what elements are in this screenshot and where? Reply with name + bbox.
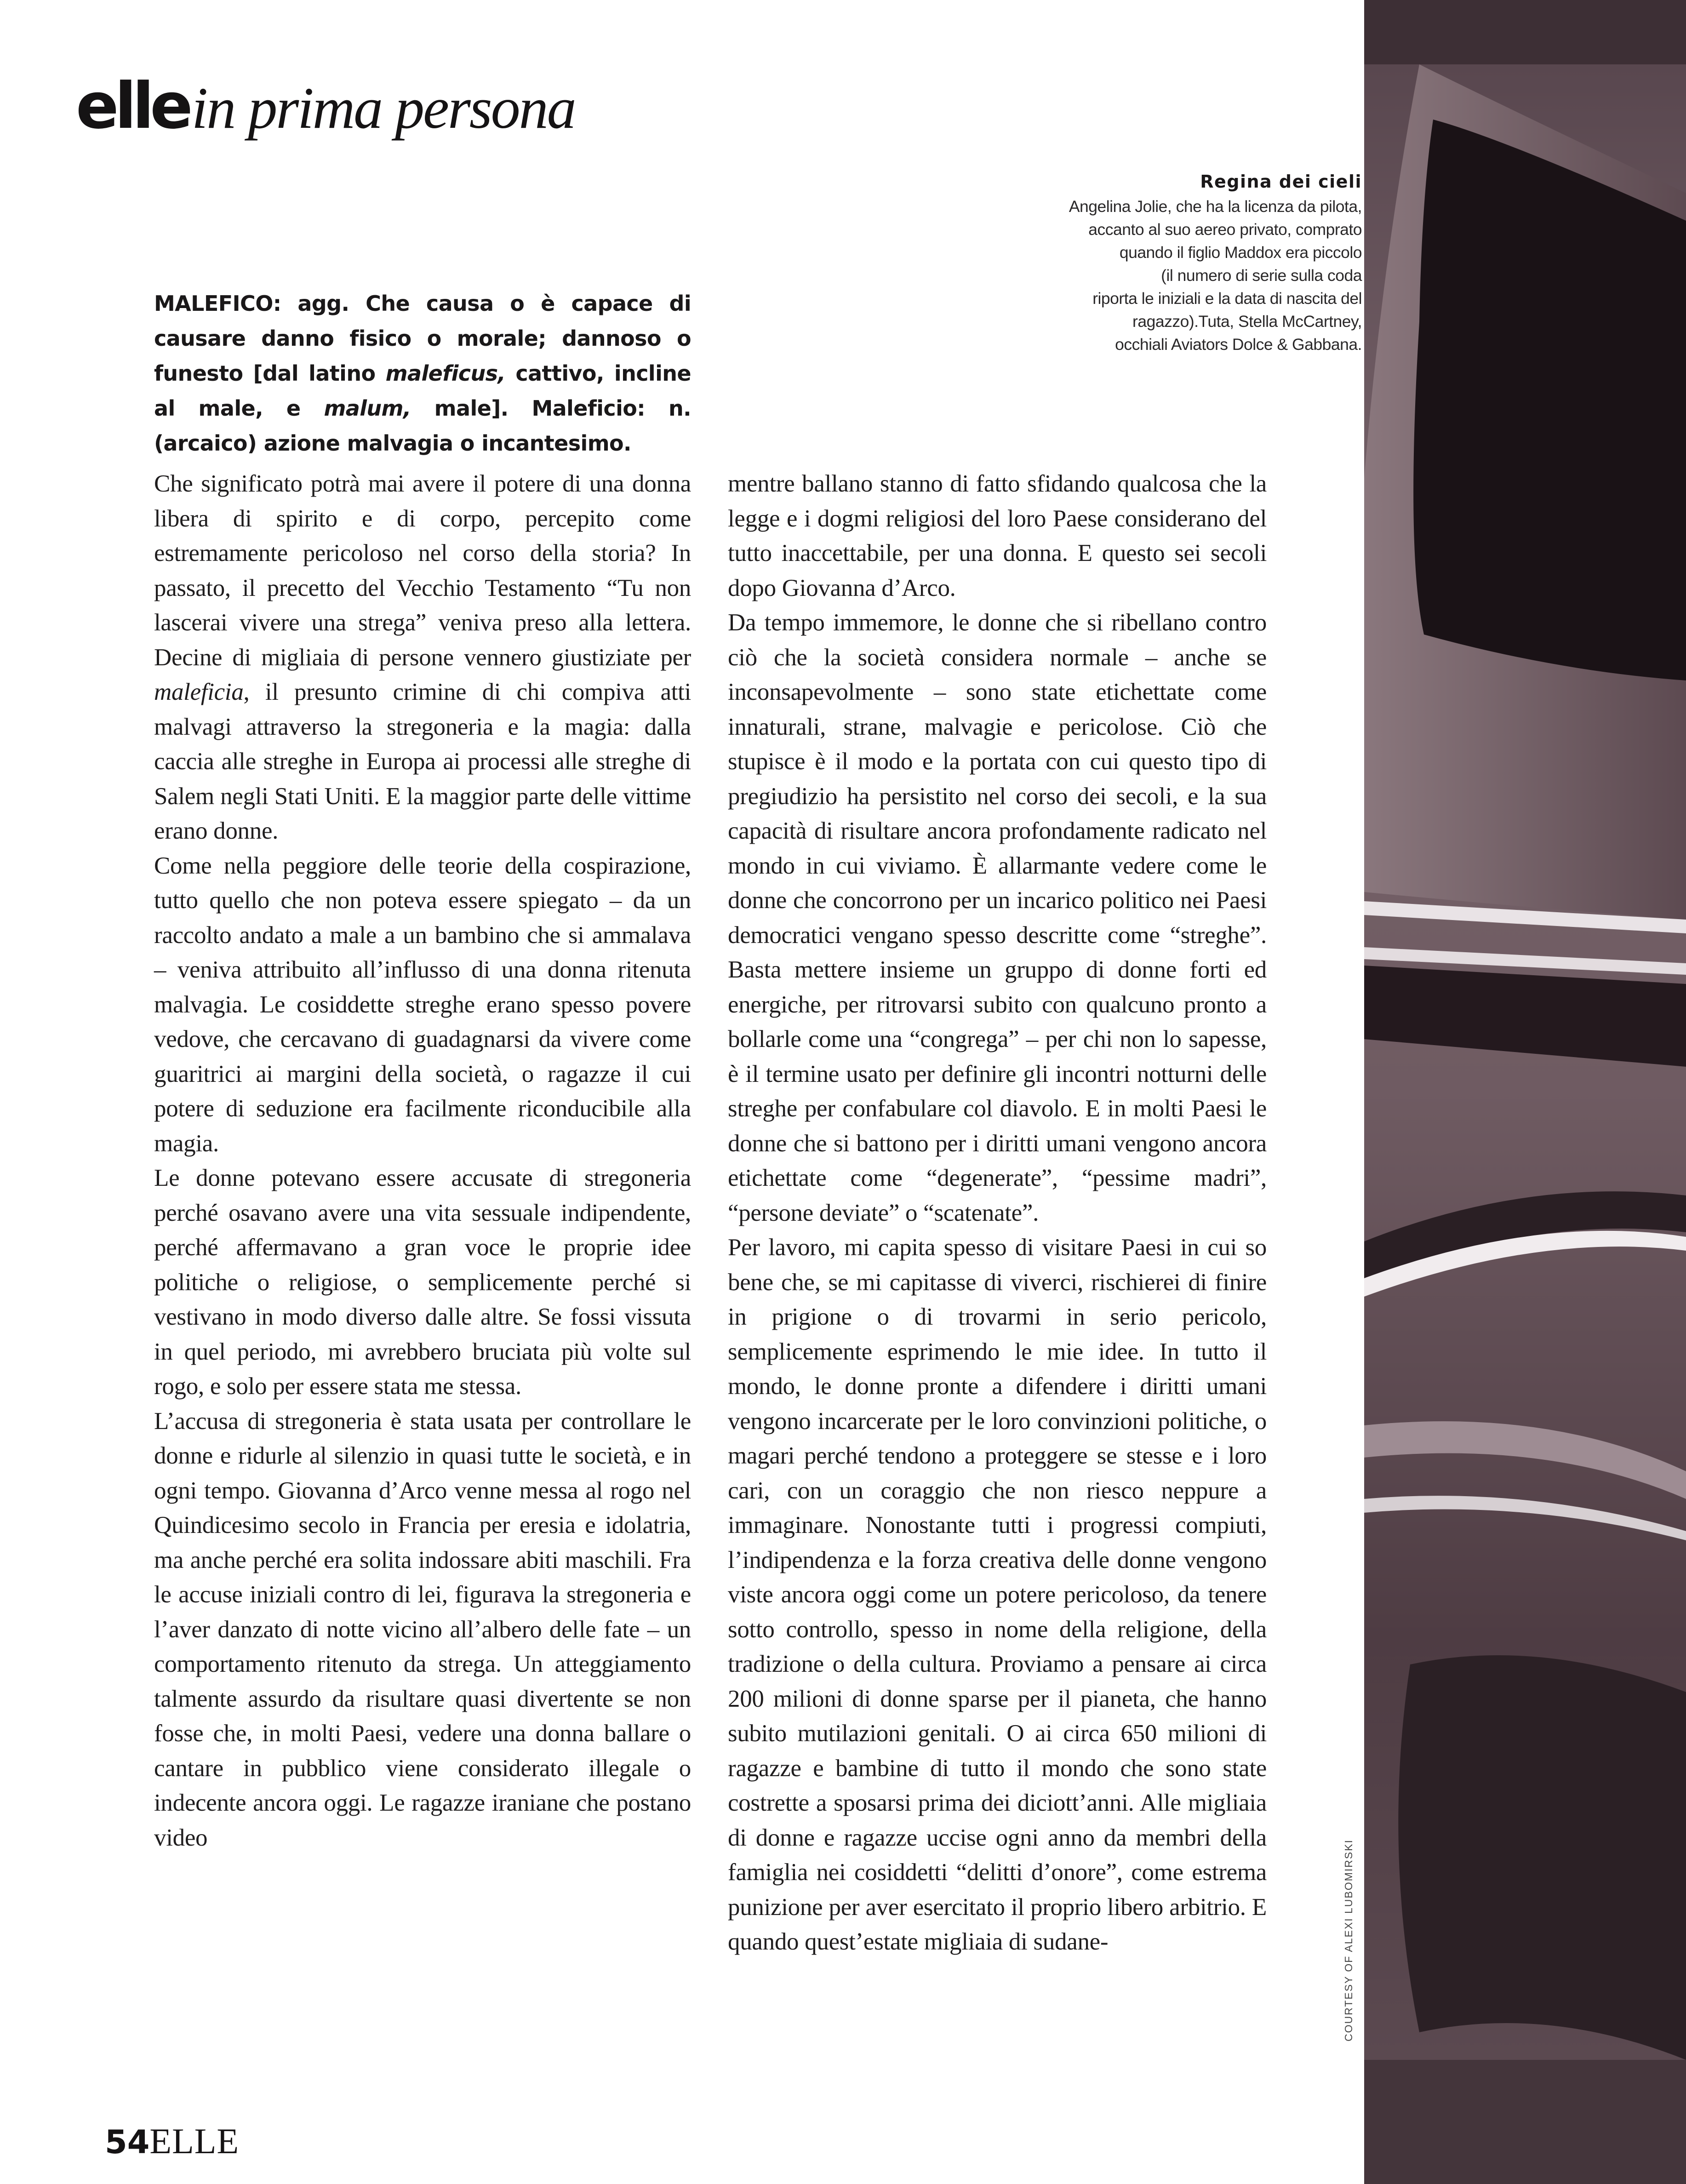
paragraph-text: Che significato potrà mai avere il potere di una donna libera di spirito e di corpo, percepito come estremamente pericoloso nel corso della storia? In passato, il precetto del Vecchio Testamento “Tu non lascerai vivere una strega” veniva preso alla lettera. Decine di migliaia di persone vennero giustiziate per	[154, 470, 691, 671]
caption-line: Angelina Jolie, che ha la licenza da pilota,	[1069, 197, 1362, 216]
photo-caption	[1012, 170, 1362, 356]
lead-text: MALEFICO: agg. Che causa o è capace di causare danno fisico o morale; dannoso o funesto [dal latino	[154, 291, 691, 386]
paragraph	[154, 467, 691, 849]
caption-line: (il numero di serie sulla coda	[1161, 266, 1362, 285]
lead-text: cattivo, incline al male, e	[154, 361, 691, 421]
article-column-right	[728, 467, 1267, 1960]
aircraft-photo	[1364, 0, 1686, 2184]
paragraph: Le donne potevano essere accusate di stregoneria perché osavano avere una vita sessuale indipendente, perché affermavano a gran voce le proprie idee politiche o religiose, o semplicemente perché si vestivano in modo diverso dalle altre. Se fossi vissuta in quel periodo, mi avrebbero bruciata più volte sul rogo, e solo per essere stata me stessa.	[154, 1165, 691, 1400]
photo-credit: COURTESY OF ALEXI LUBOMIRSKI	[1343, 1839, 1355, 2041]
caption-line: ragazzo).Tuta, Stella McCartney,	[1132, 312, 1362, 331]
paragraph: mentre ballano stanno di fatto sfidando qualcosa che la legge e i dogmi religiosi del loro Paese considerano del tutto inaccettabile, per una donna. E questo sei secoli dopo Giovanna d’Arco.	[728, 470, 1267, 601]
paragraph-italic: maleficia	[154, 679, 244, 705]
paragraph: Come nella peggiore delle teorie della cospirazione, tutto quello che non poteva essere spiegato – da un raccolto andato a male a un bambino che si ammalava – veniva attribuito all’influsso di una donna ritenuta malvagia. Le cosiddette streghe erano spesso povere vedove, che cercavano di guadagnarsi da vivere come guaritrici ai margini della società, o ragazze il cui potere di seduzione era facilmente riconducibile alla magia.	[154, 852, 691, 1157]
brand-logo: elle	[76, 69, 189, 143]
caption-line: accanto al suo aereo privato, comprato	[1088, 220, 1362, 239]
caption-line: quando il figlio Maddox era piccolo	[1119, 243, 1362, 262]
aircraft-photo-image	[1364, 0, 1686, 2184]
definition-lead	[154, 286, 691, 461]
paragraph: Per lavoro, mi capita spesso di visitare Paesi in cui so bene che, se mi capitasse di viverci, rischierei di finire in prigione o di trovarmi in serio pericolo, semplicemente esprimendo le mie idee. In tutto il mondo, le donne pronte a difendere i diritti umani vengono incarcerate per le loro convinzioni politiche, o magari perché tendono a proteggere se stesse e i loro cari, con un coraggio che non riesco neppure a immaginare. Nonostante tutti i progressi compiuti, l’indipendenza e la forza creativa delle donne vengono viste ancora oggi come un potere pericoloso, da tenere sotto controllo, spesso in nome della religione, della tradizione o della cultura. Proviamo a pensare ai circa 200 milioni di donne sparse per il pianeta, che hanno subito mutilazioni genitali. O ai circa 650 milioni di ragazze e bambine di tutto il mondo che sono state costrette a sposarsi prima dei diciott’anni. Alle migliaia di donne e ragazze uccise ogni anno da membri della famiglia nei cosiddetti “delitti d’onore”, come estrema punizione per aver esercitato il proprio libero arbitrio. E quando quest’estate migliaia di sudane-	[728, 1234, 1267, 1955]
lead-text: male]. Maleficio: n. (arcaico) azione malvagia o incantesimo.	[154, 396, 691, 456]
lead-latin-term: malum,	[324, 396, 411, 421]
caption-line: occhiali Aviators Dolce & Gabbana.	[1115, 335, 1362, 354]
paragraph-text: , il presunto crimine di chi compiva atti malvagi attraverso la stregoneria e la magia: dalla caccia alle streghe in Europa ai processi alle streghe di Salem negli Stati Uniti. E la maggior parte delle vittime erano donne.	[154, 679, 691, 844]
paragraph: L’accusa di stregoneria è stata usata per controllare le donne e ridurle al silenzio in quasi tutte le società, e in ogni tempo. Giovanna d’Arco venne messa al rogo nel Quindicesimo secolo in Francia per eresia e idolatria, ma anche perché era solita indossare abiti maschili. Fra le accuse iniziali contro di lei, figurava la stregoneria e l’aver danzato di notte vicino all’albero delle fate – un comportamento ritenuto da strega. Un atteggiamento talmente assurdo da risultare quasi divertente se non fosse che, in molti Paesi, vedere una donna ballare o cantare in pubblico viene considerato illegale o indecente ancora oggi. Le ragazze iraniane che postano video	[154, 1407, 691, 1851]
section-title: in prima persona	[191, 75, 575, 141]
article-column-left	[154, 467, 691, 1855]
caption-line: riporta le iniziali e la data di nascita del	[1092, 289, 1362, 308]
lead-latin-term: maleficus,	[385, 361, 506, 386]
caption-title: Regina dei cieli	[1200, 172, 1362, 192]
page-number: 54	[105, 2123, 150, 2161]
magazine-name: ELLE	[149, 2121, 240, 2161]
page-folio	[105, 2121, 239, 2162]
section-header	[76, 69, 575, 143]
paragraph: Da tempo immemore, le donne che si ribellano contro ciò che la società considera normale – anche se inconsapevolmente – sono state etichettate come innaturali, strane, malvagie e pericolose. Ciò che stupisce è il modo e la portata con cui questo tipo di pregiudizio ha persistito nel corso dei secoli, e la sua capacità di risultare ancora profondamente radicato nel mondo in cui viviamo. È allarmante vedere come le donne che concorrono per un incarico politico nei Paesi democratici vengano spesso descritte come “streghe”. Basta mettere insieme un gruppo di donne forti ed energiche, per ritrovarsi subito con qualcuno pronto a bollarle come una “congrega” – per chi non lo sapesse, è il termine usato per definire gli incontri notturni delle streghe per confabulare col diavolo. E in molti Paesi le donne che si battono per i diritti umani vengono ancora etichettate come “degenerate”, “pessime madri”, “persone deviate” o “scatenate”.	[728, 609, 1267, 1226]
